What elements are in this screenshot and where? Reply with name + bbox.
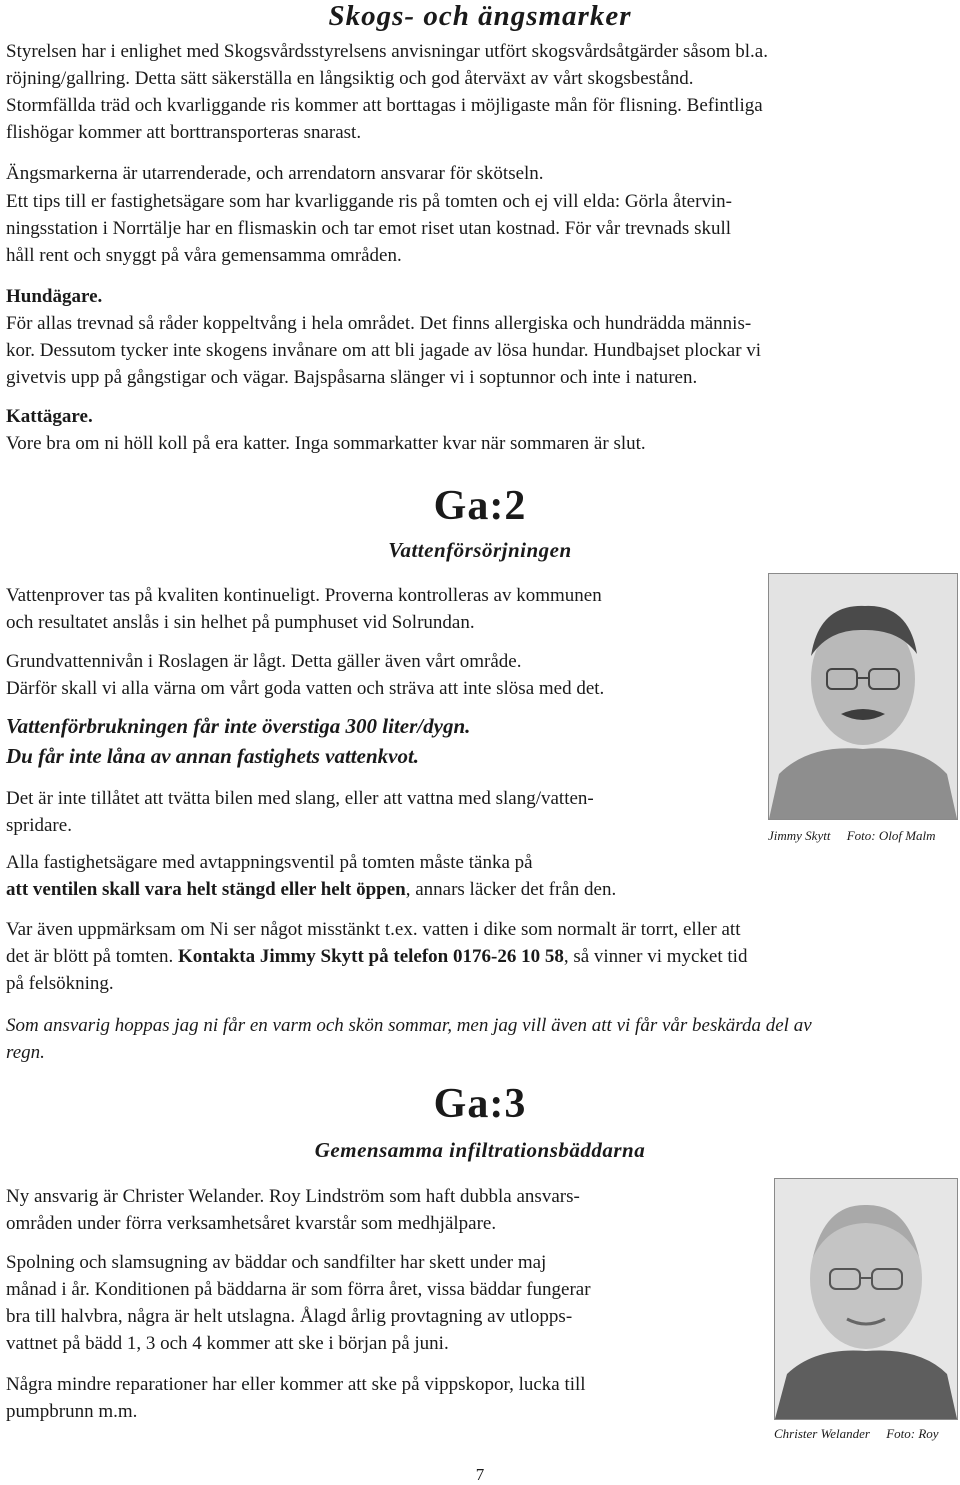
section-heading-ga2: Ga:2 bbox=[433, 483, 527, 529]
section1-paragraph-2: Ängsmarkerna är utarrenderade, och arrendatorn ansvarar för skötseln. bbox=[6, 163, 544, 184]
section1-paragraph-3 bbox=[6, 188, 732, 269]
dog-owners-text bbox=[6, 310, 761, 391]
text-line: Spolning och slamsugning av bäddar och sandfilter har skett under maj bbox=[6, 1252, 547, 1273]
text-line: Ett tips till er fastighetsägare som har kvarliggande ris på tomten och ej vill elda: Görla återvin- bbox=[6, 191, 732, 212]
text-line: håll rent och snyggt på våra gemensamma områden. bbox=[6, 245, 402, 266]
text-line: och resultatet anslås i sin helhet på pumphuset vid Solrundan. bbox=[6, 612, 475, 633]
text-line: Var även uppmärksam om Ni ser något misstänkt t.ex. vatten i dike som normalt är torrt, eller att bbox=[6, 919, 741, 940]
text-line: Grundvattennivån i Roslagen är lågt. Detta gäller även vårt område. bbox=[6, 651, 522, 672]
text-line: månad i år. Konditionen på bäddarna är som förra året, vissa bäddar fungerar bbox=[6, 1279, 591, 1300]
portrait-placeholder-icon bbox=[769, 574, 957, 819]
text-line: vattnet på bädd 1, 3 och 4 kommer att ske i början på juni. bbox=[6, 1333, 449, 1354]
section2-paragraph-3 bbox=[6, 785, 594, 839]
text-line: röjning/gallring. Detta sätt säkerställa en långsiktig och god återväxt av vårt skogsbestånd. bbox=[6, 68, 694, 89]
text-line: Styrelsen har i enlighet med Skogsvårdsstyrelsens anvisningar utfört skogsvårdsåtgärder såsom bl.a. bbox=[6, 41, 768, 62]
text-line: Alla fastighetsägare med avtappningsventil på tomten måste tänka på bbox=[6, 852, 533, 873]
photo-caption-jimmy bbox=[768, 828, 936, 844]
caption-credit: Foto: Roy bbox=[886, 1426, 939, 1441]
photo-caption-christer bbox=[774, 1426, 939, 1442]
valve-warning-bold: att ventilen skall vara helt stängd eller helt öppen bbox=[6, 879, 406, 900]
text-line: regn. bbox=[6, 1042, 45, 1063]
text-line: Några mindre reparationer har eller kommer att ske på vippskopor, lucka till bbox=[6, 1374, 586, 1395]
text-line: bra till halvbra, några är helt utslagna. Ålagd årlig provtagning av utlopps- bbox=[6, 1306, 573, 1327]
caption-credit: Foto: Olof Malm bbox=[846, 828, 936, 843]
water-limit-notice bbox=[6, 711, 470, 771]
section2-closing bbox=[6, 1012, 812, 1066]
text-line: kor. Dessutom tycker inte skogens invånare om att bli jagade av lösa hundar. Hundbajset plockar vi bbox=[6, 340, 762, 361]
text-line: det är blött på tomten. bbox=[6, 946, 179, 967]
text-line: Ny ansvarig är Christer Welander. Roy Lindström som haft dubbla ansvars- bbox=[6, 1186, 580, 1207]
section2-paragraph-2 bbox=[6, 648, 604, 702]
section1-paragraph-1 bbox=[6, 38, 768, 146]
text-line: på felsökning. bbox=[6, 973, 114, 994]
text-line: ningsstation i Norrtälje har en flismaskin och tar emot riset utan kostnad. För vår trevnads skull bbox=[6, 218, 732, 239]
caption-name: Jimmy Skytt bbox=[768, 828, 831, 843]
text-line: Du får inte låna av annan fastighets vattenkvot. bbox=[6, 744, 420, 768]
text-line: För allas trevnad så råder koppeltvång i hela området. Det finns allergiska och hundrädda männis- bbox=[6, 313, 752, 334]
text-line: Vattenförbrukningen får inte överstiga 300 liter/dygn. bbox=[6, 714, 471, 738]
photo-christer-welander bbox=[774, 1178, 958, 1420]
text-line: flishögar kommer att borttransporteras snarast. bbox=[6, 122, 362, 143]
section-subheading-infiltration: Gemensamma infiltrationsbäddarna bbox=[314, 1138, 646, 1162]
text-line: givetvis upp på gångstigar och vägar. Bajspåsarna slänger vi i soptunnor och inte i naturen. bbox=[6, 367, 698, 388]
section-subheading-water: Vattenförsörjningen bbox=[388, 538, 572, 562]
text-line: Som ansvarig hoppas jag ni får en varm och skön sommar, men jag vill även att vi får vår beskärda del av bbox=[6, 1015, 812, 1036]
page-number: 7 bbox=[475, 1465, 485, 1484]
text-line: spridare. bbox=[6, 815, 72, 836]
section3-paragraph-2 bbox=[6, 1249, 591, 1357]
cat-owners-heading: Kattägare. bbox=[6, 406, 93, 427]
dog-owners-heading: Hundägare. bbox=[6, 286, 103, 307]
text-line: Därför skall vi alla värna om vårt goda vatten och sträva att inte slösa med det. bbox=[6, 678, 605, 699]
photo-jimmy-skytt bbox=[768, 573, 958, 820]
section-title-skogs: Skogs- och ängsmarker bbox=[328, 0, 632, 32]
text-line: Vattenprover tas på kvaliten kontinueligt. Proverna kontrolleras av kommunen bbox=[6, 585, 602, 606]
text-line: Det är inte tillåtet att tvätta bilen med slang, eller att vattna med slang/vatten- bbox=[6, 788, 594, 809]
section2-paragraph-1 bbox=[6, 582, 602, 636]
section3-paragraph-1 bbox=[6, 1183, 580, 1237]
portrait-placeholder-icon bbox=[775, 1179, 957, 1419]
contact-phone-bold: Kontakta Jimmy Skytt på telefon 0176-26 10 58 bbox=[178, 946, 564, 967]
section2-paragraph-5 bbox=[6, 916, 747, 997]
text-line: , så vinner vi mycket tid bbox=[563, 946, 748, 967]
text-line: Stormfällda träd och kvarliggande ris kommer att borttagas i möjligaste mån för flisning. Befintliga bbox=[6, 95, 763, 116]
text-line: områden under förra verksamhetsåret kvarstår som medhjälpare. bbox=[6, 1213, 497, 1234]
text-line: pumpbrunn m.m. bbox=[6, 1401, 138, 1422]
text-line: , annars läcker det från den. bbox=[405, 879, 617, 900]
section3-paragraph-3 bbox=[6, 1371, 586, 1425]
section2-paragraph-4 bbox=[6, 849, 616, 903]
section-heading-ga3: Ga:3 bbox=[433, 1081, 527, 1127]
caption-name: Christer Welander bbox=[774, 1426, 870, 1441]
cat-owners-text: Vore bra om ni höll koll på era katter. Inga sommarkatter kvar när sommaren är slut. bbox=[6, 433, 646, 454]
